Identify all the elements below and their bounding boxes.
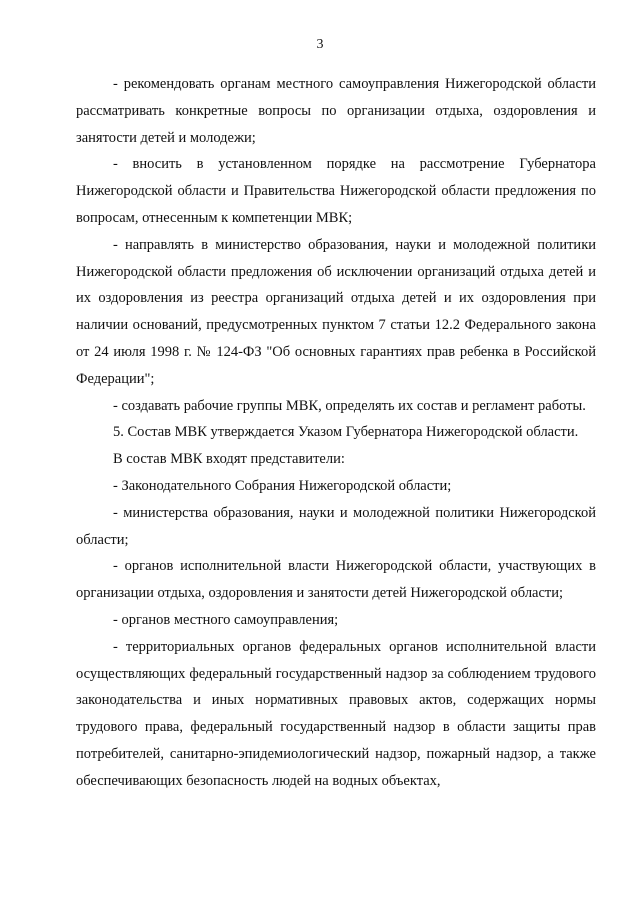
paragraph-recommend-local-authorities: - рекомендовать органам местного самоуправления Нижегородской области рассматривать конкретные вопросы по организации отдыха, оздоровления и занятости детей и молодежи; xyxy=(76,76,596,146)
paragraph-working-groups: - создавать рабочие группы МВК, определять их состав и регламент работы. xyxy=(113,397,586,414)
list-item-local-government: - органов местного самоуправления; xyxy=(113,611,339,628)
list-item-legislative-assembly: - Законодательного Собрания Нижегородской области; xyxy=(113,477,452,494)
paragraph-exclude-organizations: - направлять в министерство образования, науки и молодежной политики Нижегородской области предложения об исключении организаций отдыха детей и их оздоровления из реестра организаций отдыха детей и их оздоровления при наличии оснований, предусмотренных пунктом 7 статьи 12.2 Федерального закона от 24 июля 1998 г. № 124-ФЗ "Об основных гарантиях прав ребенка в Российской Федерации"; xyxy=(76,236,596,387)
document-body xyxy=(76,71,596,795)
list-item-ministry-education: - министерства образования, науки и молодежной политики Нижегородской области; xyxy=(76,504,596,548)
page-number: 3 xyxy=(316,37,324,52)
paragraph-members-intro: В состав МВК входят представители: xyxy=(113,451,345,468)
list-item-executive-bodies: - органов исполнительной власти Нижегородской области, участвующих в организации отдыха, оздоровления и занятости детей Нижегородской области; xyxy=(76,558,596,602)
paragraph-composition-approval: 5. Состав МВК утверждается Указом Губернатора Нижегородской области. xyxy=(113,424,579,441)
list-item-federal-territorial-bodies: - территориальных органов федеральных органов исполнительной власти осуществляющих федеральный государственный надзор за соблюдением трудового законодательства и иных нормативных правовых актов, содержащих нормы трудового права, федеральный государственный надзор в области защиты прав потребителей, санитарно-эпидемиологический надзор, пожарный надзор, а также обеспечивающих безопасность людей на водных объектах, xyxy=(76,638,596,789)
paragraph-submit-proposals: - вносить в установленном порядке на рассмотрение Губернатора Нижегородской области и Правительства Нижегородской области предложения по вопросам, отнесенным к компетенции МВК; xyxy=(76,156,596,226)
